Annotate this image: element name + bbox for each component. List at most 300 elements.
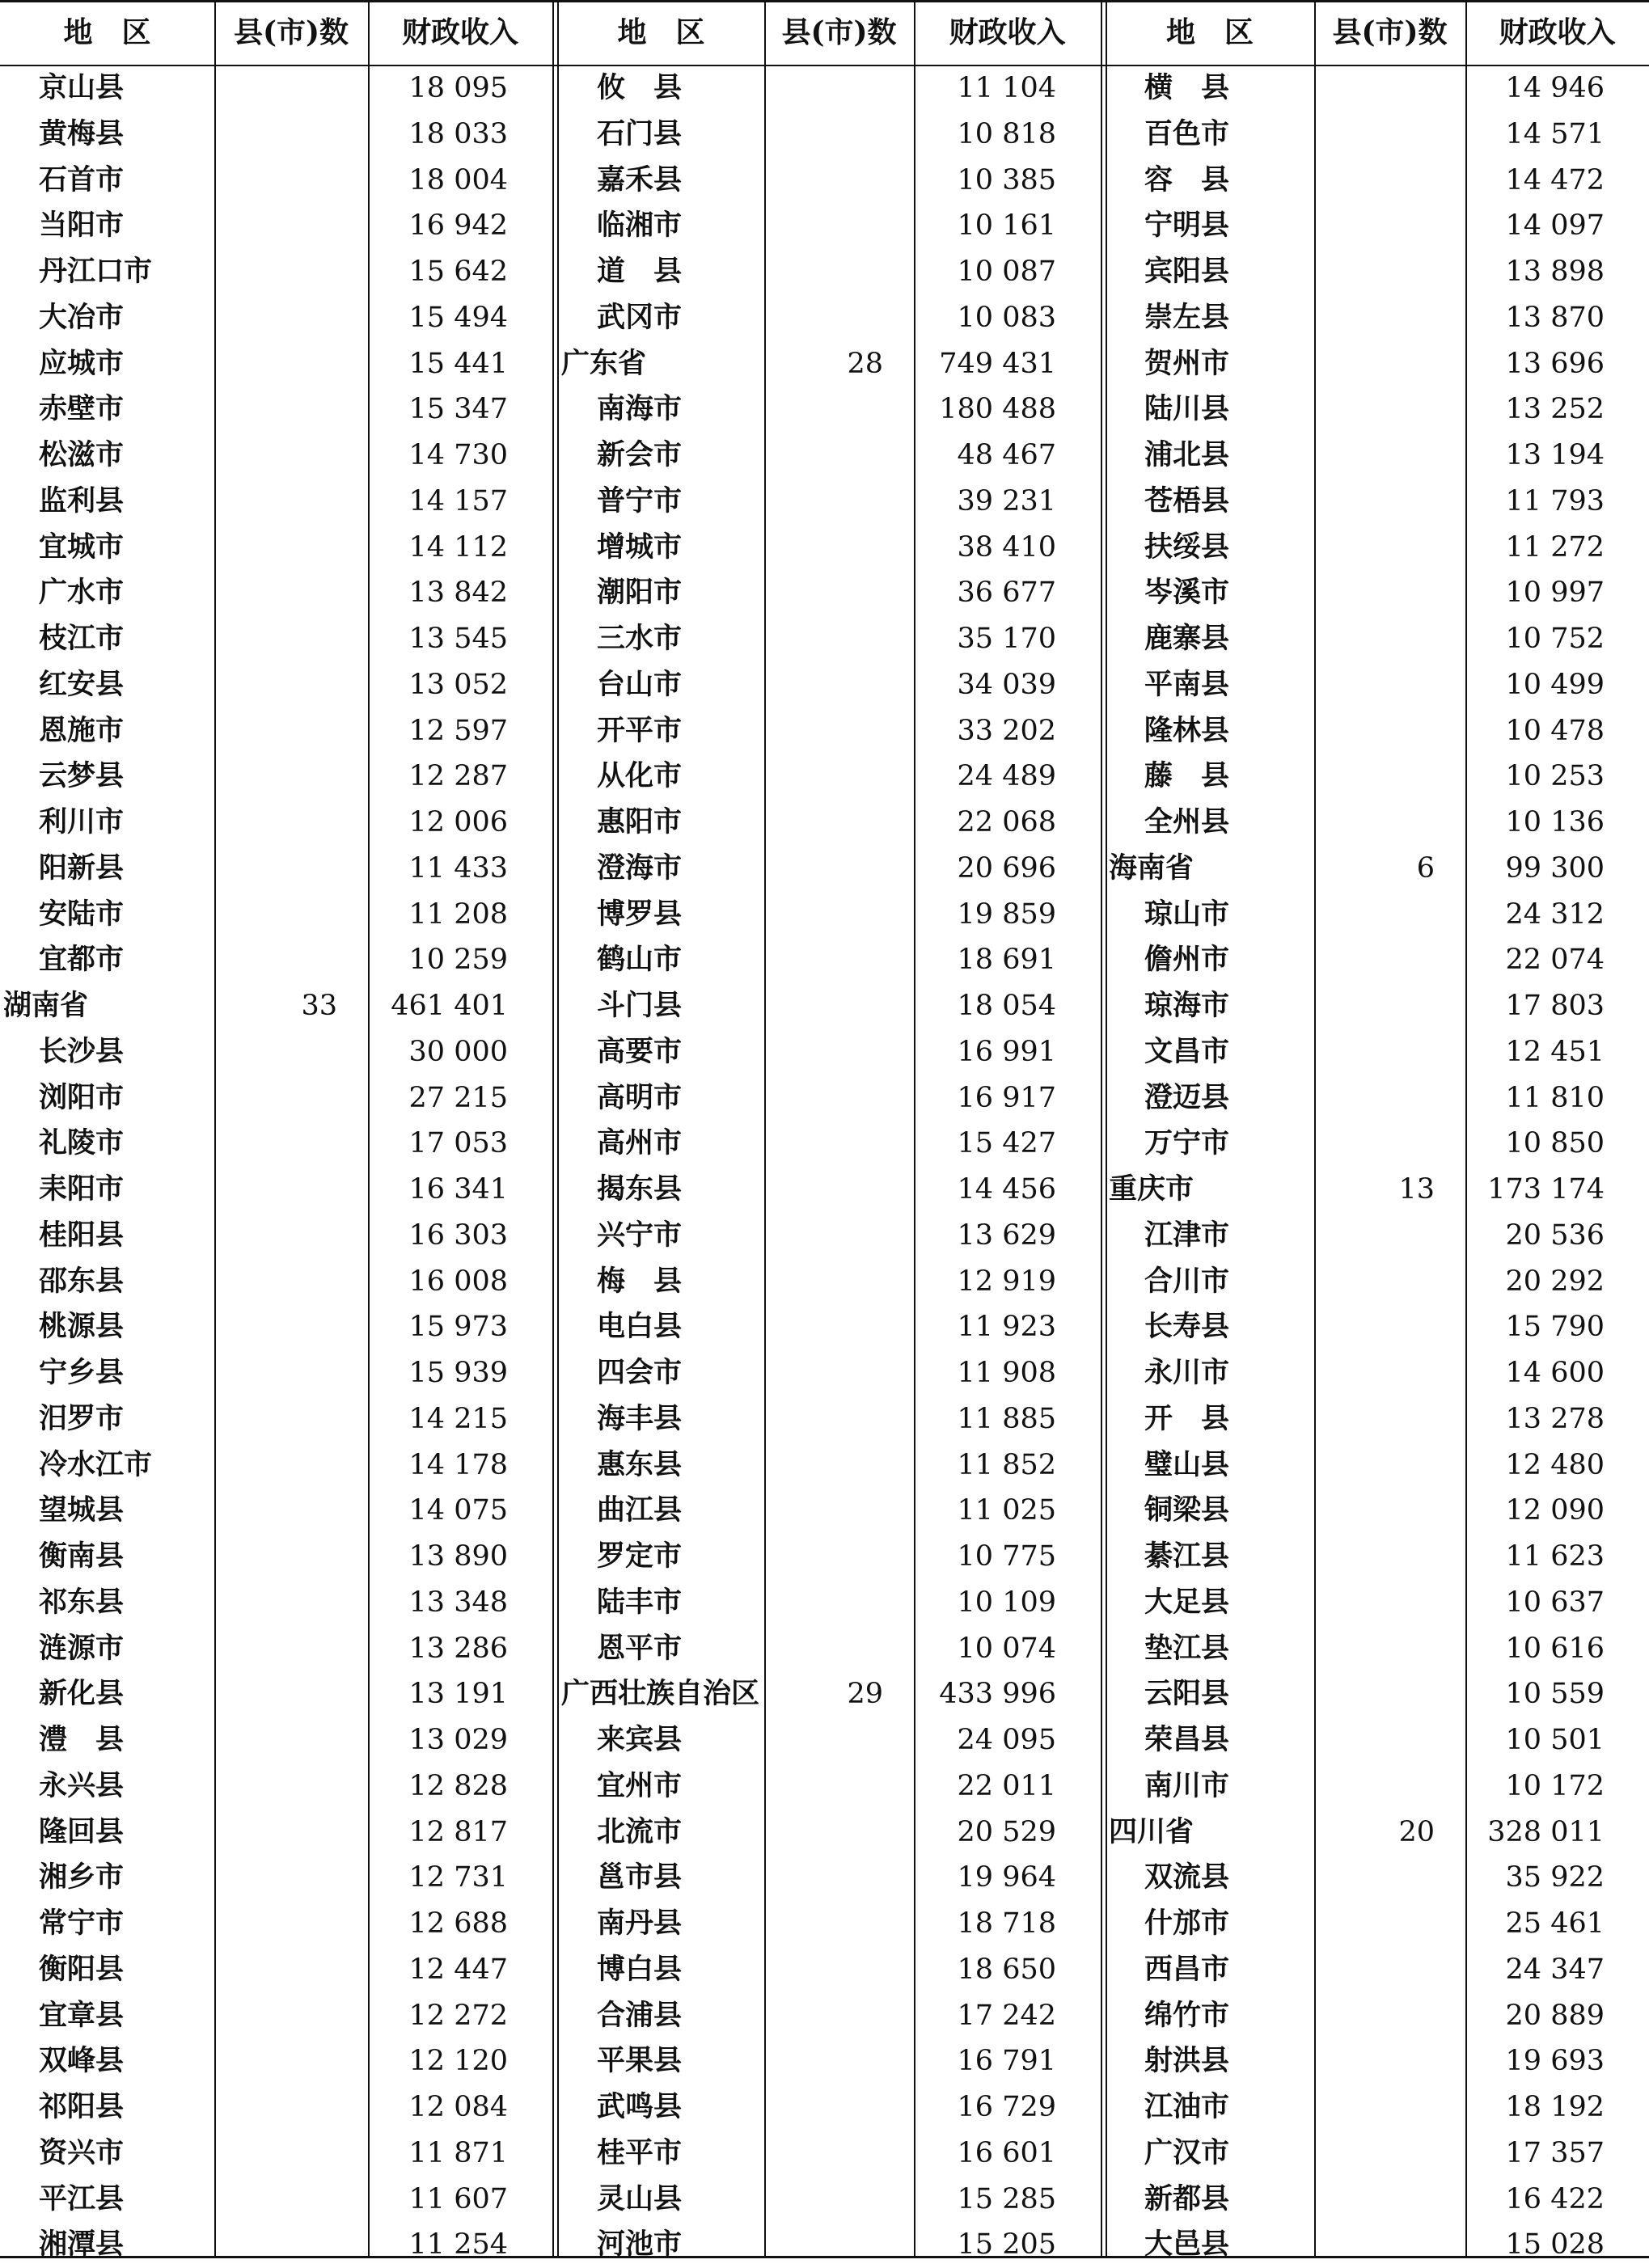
table-row — [0, 1717, 1649, 1763]
table-row — [0, 203, 1649, 249]
fiscal-revenue: 10 752 — [1505, 623, 1605, 655]
county-name: 平果县 — [597, 2044, 683, 2078]
table-row — [0, 2177, 1649, 2223]
county-count — [1314, 1075, 1435, 1121]
county-name: 云梦县 — [39, 759, 125, 793]
table-row — [0, 2222, 1649, 2268]
county-name: 大邑县 — [1144, 2228, 1230, 2262]
county-name: 潮阳市 — [597, 576, 683, 610]
county-count — [214, 2131, 337, 2177]
fiscal-revenue: 12 090 — [1505, 1494, 1605, 1527]
county-count — [214, 479, 337, 525]
county-name: 桂平市 — [597, 2135, 683, 2169]
county-name: 从化市 — [597, 759, 683, 793]
fiscal-revenue: 16 729 — [957, 2091, 1056, 2123]
fiscal-revenue: 12 084 — [408, 2091, 508, 2123]
fiscal-revenue: 10 074 — [957, 1632, 1056, 1665]
fiscal-revenue: 14 600 — [1505, 1357, 1605, 1389]
county-name: 博白县 — [597, 1952, 683, 1986]
county-count — [764, 1350, 883, 1396]
fiscal-revenue: 15 973 — [408, 1311, 508, 1344]
fiscal-revenue: 39 231 — [957, 484, 1056, 517]
county-name: 大足县 — [1144, 1585, 1230, 1619]
table-row — [0, 1901, 1649, 1947]
table-row — [0, 1029, 1649, 1075]
county-name: 永川市 — [1144, 1356, 1230, 1389]
county-name: 江津市 — [1144, 1218, 1230, 1252]
county-count — [214, 1534, 337, 1580]
county-name: 双流县 — [1144, 1860, 1230, 1894]
header-region-3: 地 区 — [1165, 15, 1254, 49]
county-name: 红安县 — [39, 667, 125, 701]
county-name: 长沙县 — [39, 1034, 125, 1068]
county-name: 宜城市 — [39, 530, 125, 564]
county-count — [764, 846, 883, 892]
fiscal-revenue: 24 312 — [1505, 897, 1605, 931]
fiscal-revenue: 12 817 — [408, 1815, 508, 1848]
header-revenue-2: 财政收入 — [949, 15, 1066, 49]
county-count — [214, 892, 337, 938]
fiscal-revenue: 15 441 — [408, 347, 508, 380]
fiscal-revenue: 10 499 — [1505, 668, 1605, 701]
fiscal-revenue: 10 385 — [957, 163, 1056, 196]
fiscal-revenue: 11 623 — [1505, 1540, 1605, 1573]
fiscal-revenue: 12 287 — [408, 760, 508, 793]
fiscal-revenue: 10 161 — [957, 209, 1056, 243]
county-name: 曲江县 — [597, 1493, 683, 1527]
county-name: 高明市 — [597, 1080, 683, 1114]
county-name: 博罗县 — [597, 897, 683, 931]
fiscal-revenue: 10 259 — [408, 944, 508, 977]
county-count — [764, 203, 883, 249]
county-count — [214, 1304, 337, 1350]
county-name: 鹤山市 — [597, 943, 683, 977]
county-count — [764, 1810, 883, 1856]
county-count — [214, 1901, 337, 1947]
county-count — [1314, 1763, 1435, 1810]
county-name: 武鸣县 — [597, 2090, 683, 2123]
county-name: 江油市 — [1144, 2090, 1230, 2123]
county-name: 增城市 — [597, 530, 683, 564]
fiscal-revenue: 25 461 — [1505, 1907, 1605, 1940]
province-name: 重庆市 — [1109, 1172, 1194, 1206]
county-name: 宾阳县 — [1144, 255, 1230, 288]
county-name: 西昌市 — [1144, 1952, 1230, 1986]
fiscal-revenue: 18 650 — [957, 1953, 1056, 1986]
county-name: 衡阳县 — [39, 1952, 125, 1986]
county-count — [764, 433, 883, 479]
table-row — [0, 433, 1649, 479]
county-name: 射洪县 — [1144, 2044, 1230, 2078]
county-count — [214, 158, 337, 204]
county-name: 琼海市 — [1144, 989, 1230, 1022]
county-name: 长寿县 — [1144, 1310, 1230, 1344]
county-name: 广汉市 — [1144, 2135, 1230, 2169]
county-name: 三水市 — [597, 622, 683, 655]
fiscal-revenue: 18 192 — [1505, 2091, 1605, 2123]
fiscal-revenue: 22 011 — [957, 1769, 1056, 1802]
county-count — [1314, 433, 1435, 479]
county-count — [214, 112, 337, 158]
county-count — [214, 616, 337, 662]
county-count — [1314, 1717, 1435, 1763]
table-row — [0, 1304, 1649, 1350]
table-row — [0, 1213, 1649, 1259]
county-count — [764, 570, 883, 616]
county-count — [1314, 2038, 1435, 2084]
county-name: 监利县 — [39, 484, 125, 517]
county-name: 垫江县 — [1144, 1631, 1230, 1665]
fiscal-revenue: 24 489 — [957, 760, 1056, 793]
fiscal-revenue: 16 942 — [408, 209, 508, 243]
fiscal-revenue: 12 480 — [1505, 1448, 1605, 1481]
county-name: 双峰县 — [39, 2044, 125, 2078]
county-count — [1314, 1213, 1435, 1259]
fiscal-revenue: 10 172 — [1505, 1769, 1605, 1802]
county-name: 资兴市 — [39, 2135, 125, 2169]
header-region-2: 地 区 — [617, 15, 705, 49]
county-name: 永兴县 — [39, 1768, 125, 1802]
fiscal-revenue: 14 097 — [1505, 209, 1605, 243]
table-row — [0, 1947, 1649, 1993]
fiscal-revenue: 11 871 — [408, 2136, 508, 2169]
fiscal-revenue: 10 616 — [1505, 1632, 1605, 1665]
fiscal-revenue: 10 501 — [1505, 1724, 1605, 1756]
county-name: 涟源市 — [39, 1631, 125, 1665]
table-row — [0, 846, 1649, 892]
county-count — [214, 1167, 337, 1213]
county-name: 京山县 — [39, 71, 125, 104]
fiscal-revenue: 461 401 — [391, 990, 508, 1022]
fiscal-revenue: 10 559 — [1505, 1678, 1605, 1711]
county-name: 礼陵市 — [39, 1126, 125, 1160]
county-name: 湘乡市 — [39, 1860, 125, 1894]
county-count — [764, 2038, 883, 2084]
county-count — [214, 203, 337, 249]
fiscal-revenue: 20 529 — [957, 1815, 1056, 1848]
county-name: 枝江市 — [39, 622, 125, 655]
header-county-count-3: 县(市)数 — [1332, 15, 1448, 49]
province-name: 广西壮族自治区 — [561, 1677, 760, 1711]
county-name: 石首市 — [39, 163, 125, 196]
county-name: 宜州市 — [597, 1768, 683, 1802]
fiscal-revenue: 10 253 — [1505, 760, 1605, 793]
county-count — [214, 2084, 337, 2131]
county-count — [214, 1396, 337, 1442]
header-region-1: 地 区 — [63, 15, 151, 49]
county-count — [1314, 937, 1435, 983]
county-count — [214, 1121, 337, 1167]
table-row — [0, 1626, 1649, 1672]
county-name: 松滋市 — [39, 438, 125, 471]
county-count: 28 — [847, 347, 883, 380]
fiscal-revenue: 13 890 — [408, 1540, 508, 1573]
county-count — [1314, 2131, 1435, 2177]
county-name: 开平市 — [597, 713, 683, 747]
county-name: 云阳县 — [1144, 1677, 1230, 1711]
fiscal-revenue: 14 456 — [957, 1173, 1056, 1206]
fiscal-revenue: 14 730 — [408, 439, 508, 471]
county-count — [214, 1029, 337, 1075]
county-count — [214, 295, 337, 341]
fiscal-revenue: 11 272 — [1505, 530, 1605, 564]
fiscal-revenue: 48 467 — [957, 439, 1056, 471]
table-row — [0, 616, 1649, 662]
fiscal-revenue: 18 718 — [957, 1907, 1056, 1940]
fiscal-revenue: 15 939 — [408, 1357, 508, 1389]
county-count — [764, 295, 883, 341]
table-row — [0, 1396, 1649, 1442]
fiscal-revenue: 15 427 — [957, 1127, 1056, 1160]
fiscal-revenue: 10 109 — [957, 1586, 1056, 1619]
county-name: 贺州市 — [1144, 346, 1230, 380]
fiscal-revenue: 11 025 — [957, 1494, 1056, 1527]
fiscal-revenue: 13 278 — [1505, 1402, 1605, 1435]
fiscal-revenue: 14 472 — [1505, 163, 1605, 196]
county-name: 道 县 — [597, 255, 683, 288]
county-count — [764, 1259, 883, 1305]
fiscal-revenue: 33 202 — [957, 714, 1056, 747]
county-name: 鹿寨县 — [1144, 622, 1230, 655]
table-row — [0, 295, 1649, 341]
county-count — [214, 1488, 337, 1534]
fiscal-revenue: 12 272 — [408, 1999, 508, 2032]
county-count — [764, 1121, 883, 1167]
county-count — [1314, 1442, 1435, 1489]
fiscal-revenue: 11 607 — [408, 2182, 508, 2215]
county-name: 澄海市 — [597, 851, 683, 885]
table-row — [0, 708, 1649, 754]
county-name: 合浦县 — [597, 1998, 683, 2032]
table-row — [0, 1993, 1649, 2039]
fiscal-revenue: 13 842 — [408, 577, 508, 610]
province-name: 湖南省 — [3, 989, 89, 1022]
county-count — [214, 708, 337, 754]
table-row — [0, 158, 1649, 204]
fiscal-revenue: 11 852 — [957, 1448, 1056, 1481]
fiscal-revenue: 180 488 — [939, 393, 1056, 426]
table-row — [0, 1855, 1649, 1901]
county-count — [1314, 112, 1435, 158]
county-name: 绵竹市 — [1144, 1998, 1230, 2032]
fiscal-revenue: 11 104 — [957, 72, 1056, 104]
county-count — [764, 1304, 883, 1350]
county-name: 南川市 — [1144, 1768, 1230, 1802]
county-count — [764, 1167, 883, 1213]
county-name: 应城市 — [39, 346, 125, 380]
county-count — [764, 1442, 883, 1489]
county-count — [764, 2222, 883, 2268]
county-count — [764, 525, 883, 571]
table-header-row — [0, 0, 1649, 65]
county-name: 平南县 — [1144, 667, 1230, 701]
county-count — [1314, 1121, 1435, 1167]
county-name: 高要市 — [597, 1034, 683, 1068]
fiscal-revenue: 15 642 — [408, 256, 508, 288]
county-name: 来宾县 — [597, 1723, 683, 1756]
county-name: 陆川县 — [1144, 392, 1230, 426]
county-count — [1314, 1029, 1435, 1075]
header-county-count-1: 县(市)数 — [233, 15, 349, 49]
fiscal-revenue: 10 083 — [957, 301, 1056, 334]
county-name: 藤 县 — [1144, 759, 1230, 793]
province-name: 海南省 — [1109, 851, 1194, 885]
fiscal-revenue: 433 996 — [939, 1678, 1056, 1711]
fiscal-revenue: 16 601 — [957, 2136, 1056, 2169]
fiscal-revenue: 10 850 — [1505, 1127, 1605, 1160]
county-count — [214, 2222, 337, 2268]
fiscal-revenue: 99 300 — [1505, 851, 1605, 885]
fiscal-revenue: 16 422 — [1505, 2182, 1605, 2215]
county-count — [764, 2131, 883, 2177]
county-count — [214, 525, 337, 571]
fiscal-revenue: 10 997 — [1505, 577, 1605, 610]
table-row — [0, 754, 1649, 800]
fiscal-revenue: 15 205 — [957, 2228, 1056, 2262]
fiscal-revenue: 11 810 — [1505, 1081, 1605, 1114]
fiscal-revenue: 16 008 — [408, 1265, 508, 1298]
county-count — [214, 1213, 337, 1259]
county-name: 新会市 — [597, 438, 683, 471]
county-name: 横 县 — [1144, 71, 1230, 104]
province-name: 四川省 — [1109, 1814, 1194, 1848]
fiscal-revenue: 13 052 — [408, 668, 508, 701]
fiscal-revenue: 15 347 — [408, 393, 508, 426]
fiscal-revenue: 12 451 — [1505, 1035, 1605, 1068]
county-count — [764, 708, 883, 754]
county-name: 广水市 — [39, 576, 125, 610]
county-count — [214, 341, 337, 387]
county-count — [764, 1901, 883, 1947]
county-name: 台山市 — [597, 667, 683, 701]
county-count — [214, 1763, 337, 1810]
table-row — [0, 1580, 1649, 1626]
table-row — [0, 662, 1649, 708]
fiscal-revenue: 12 688 — [408, 1907, 508, 1940]
county-count — [214, 1993, 337, 2039]
county-count — [1314, 1350, 1435, 1396]
fiscal-revenue: 10 087 — [957, 256, 1056, 288]
fiscal-revenue: 10 478 — [1505, 714, 1605, 747]
fiscal-revenue: 20 536 — [1505, 1218, 1605, 1252]
fiscal-revenue: 11 254 — [408, 2228, 508, 2262]
fiscal-revenue: 13 191 — [408, 1678, 508, 1711]
county-count — [1314, 1626, 1435, 1672]
county-count — [214, 1580, 337, 1626]
table-row — [0, 479, 1649, 525]
county-count — [1314, 65, 1435, 112]
county-count — [764, 158, 883, 204]
fiscal-revenue: 11 908 — [957, 1357, 1056, 1389]
fiscal-revenue: 16 791 — [957, 2045, 1056, 2078]
county-name: 琼山市 — [1144, 897, 1230, 931]
fiscal-revenue: 12 919 — [957, 1265, 1056, 1298]
county-name: 儋州市 — [1144, 943, 1230, 977]
fiscal-revenue: 16 303 — [408, 1218, 508, 1252]
table-row — [0, 249, 1649, 295]
county-count — [764, 1488, 883, 1534]
county-count — [764, 1855, 883, 1901]
county-name: 什邡市 — [1144, 1907, 1230, 1940]
fiscal-revenue: 20 292 — [1505, 1265, 1605, 1298]
county-name: 当阳市 — [39, 209, 125, 243]
fiscal-revenue: 11 208 — [408, 897, 508, 931]
fiscal-revenue: 19 964 — [957, 1861, 1056, 1894]
county-count — [214, 1442, 337, 1489]
fiscal-revenue: 13 870 — [1505, 301, 1605, 334]
county-count: 29 — [847, 1678, 883, 1711]
county-name: 容 县 — [1144, 163, 1230, 196]
county-count — [214, 1717, 337, 1763]
county-count — [764, 2084, 883, 2131]
county-count: 6 — [1416, 851, 1435, 885]
fiscal-revenue: 14 571 — [1505, 117, 1605, 150]
county-count: 20 — [1398, 1815, 1435, 1848]
county-name: 宜章县 — [39, 1998, 125, 2032]
county-count — [1314, 2222, 1435, 2268]
county-count: 13 — [1398, 1173, 1435, 1206]
county-name: 綦江县 — [1144, 1539, 1230, 1573]
province-name: 广东省 — [561, 346, 647, 380]
table-row — [0, 2038, 1649, 2084]
table-row — [0, 800, 1649, 846]
county-count — [1314, 1534, 1435, 1580]
county-count — [214, 65, 337, 112]
county-count — [764, 892, 883, 938]
county-name: 苍梧县 — [1144, 484, 1230, 517]
county-name: 浦北县 — [1144, 438, 1230, 471]
fiscal-revenue: 12 120 — [408, 2045, 508, 2078]
fiscal-revenue: 11 433 — [408, 851, 508, 885]
fiscal-revenue: 14 157 — [408, 484, 508, 517]
county-name: 宜都市 — [39, 943, 125, 977]
county-count — [1314, 525, 1435, 571]
fiscal-revenue: 18 691 — [957, 944, 1056, 977]
county-name: 冷水江市 — [39, 1447, 153, 1481]
fiscal-revenue: 30 000 — [408, 1035, 508, 1068]
county-name: 万宁市 — [1144, 1126, 1230, 1160]
county-count — [214, 1626, 337, 1672]
table-row — [0, 937, 1649, 983]
county-count — [1314, 662, 1435, 708]
county-name: 浏阳市 — [39, 1080, 125, 1114]
table-row — [0, 892, 1649, 938]
county-count — [764, 1717, 883, 1763]
county-count — [214, 662, 337, 708]
county-count — [1314, 295, 1435, 341]
table-row — [0, 2131, 1649, 2177]
county-count — [764, 983, 883, 1029]
county-count — [1314, 1993, 1435, 2039]
fiscal-revenue: 24 347 — [1505, 1953, 1605, 1986]
table-row — [0, 1075, 1649, 1121]
county-count — [1314, 570, 1435, 616]
county-count — [1314, 1488, 1435, 1534]
table-row — [0, 112, 1649, 158]
county-count — [214, 754, 337, 800]
county-name: 望城县 — [39, 1493, 125, 1527]
fiscal-revenue: 10 637 — [1505, 1586, 1605, 1619]
fiscal-revenue: 24 095 — [957, 1724, 1056, 1756]
county-count — [764, 1947, 883, 1993]
county-name: 斗门县 — [597, 989, 683, 1022]
county-name: 宁明县 — [1144, 209, 1230, 243]
fiscal-revenue: 11 885 — [957, 1402, 1056, 1435]
fiscal-revenue: 27 215 — [408, 1081, 508, 1114]
fiscal-revenue: 13 629 — [957, 1218, 1056, 1252]
county-name: 湘潭县 — [39, 2228, 125, 2262]
fiscal-revenue: 18 054 — [957, 990, 1056, 1022]
